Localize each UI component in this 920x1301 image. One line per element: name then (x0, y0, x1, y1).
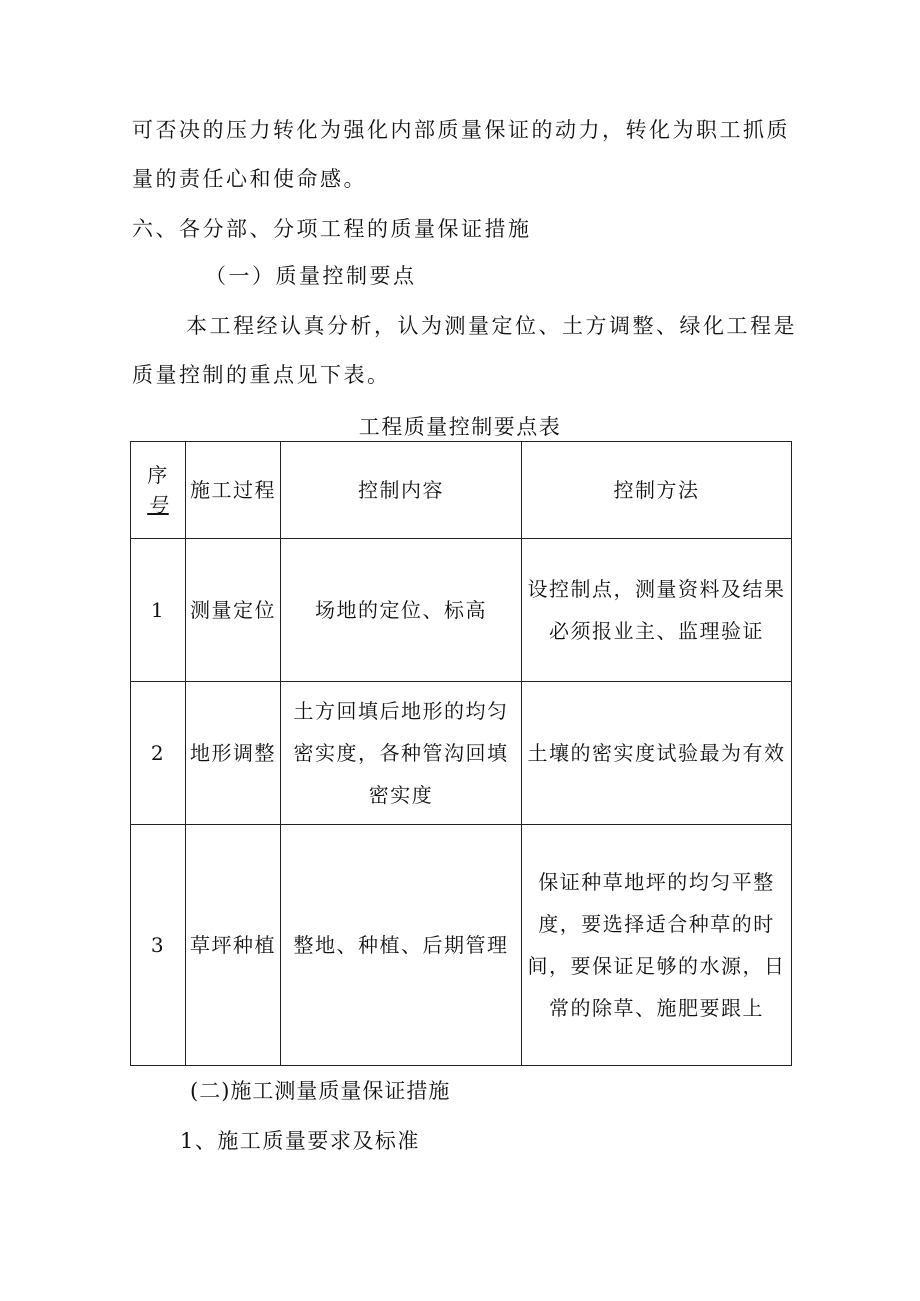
header-process: 施工过程 (186, 442, 281, 539)
row-method: 土壤的密实度试验最为有效 (522, 682, 792, 825)
row-number: 3 (131, 825, 186, 1066)
row-method: 保证种草地坪的均匀平整度，要选择适合种草的时间，要保证足够的水源，日常的除草、施肥要跟上 (522, 825, 792, 1066)
row-content: 整地、种植、后期管理 (281, 825, 522, 1066)
header-seq-bottom: 号 (147, 493, 169, 517)
row-content: 土方回填后地形的均匀密实度，各种管沟回填密实度 (281, 682, 522, 825)
row-number: 1 (131, 539, 186, 682)
header-content: 控制内容 (281, 442, 522, 539)
header-method: 控制方法 (522, 442, 792, 539)
row-process: 测量定位 (186, 539, 281, 682)
paragraph-line: 可否决的压力转化为强化内部质量保证的动力，转化为职工抓质 (132, 118, 790, 142)
table-header-row (131, 442, 792, 539)
row-process: 草坪种植 (186, 825, 281, 1066)
subsection-heading: (二)施工测量质量保证措施 (190, 1079, 451, 1103)
row-content: 场地的定位、标高 (281, 539, 522, 682)
table-title: 工程质量控制要点表 (358, 415, 562, 439)
table-row (131, 682, 792, 825)
item-heading: 1、施工质量要求及标准 (180, 1129, 420, 1153)
paragraph-line: 量的责任心和使命感。 (132, 167, 367, 191)
subsection-heading: （一）质量控制要点 (205, 264, 417, 288)
header-seq (131, 442, 186, 539)
row-number: 2 (131, 682, 186, 825)
paragraph-line: 质量控制的重点见下表。 (132, 363, 391, 387)
row-process: 地形调整 (186, 682, 281, 825)
table-row (131, 825, 792, 1066)
row-method: 设控制点，测量资料及结果必须报业主、监理验证 (522, 539, 792, 682)
header-seq-top: 序 (147, 463, 169, 487)
table-row (131, 539, 792, 682)
section-heading: 六、各分部、分项工程的质量保证措施 (132, 217, 532, 241)
paragraph-line: 本工程经认真分析，认为测量定位、土方调整、绿化工程是 (186, 314, 797, 338)
quality-control-table (130, 441, 792, 1066)
